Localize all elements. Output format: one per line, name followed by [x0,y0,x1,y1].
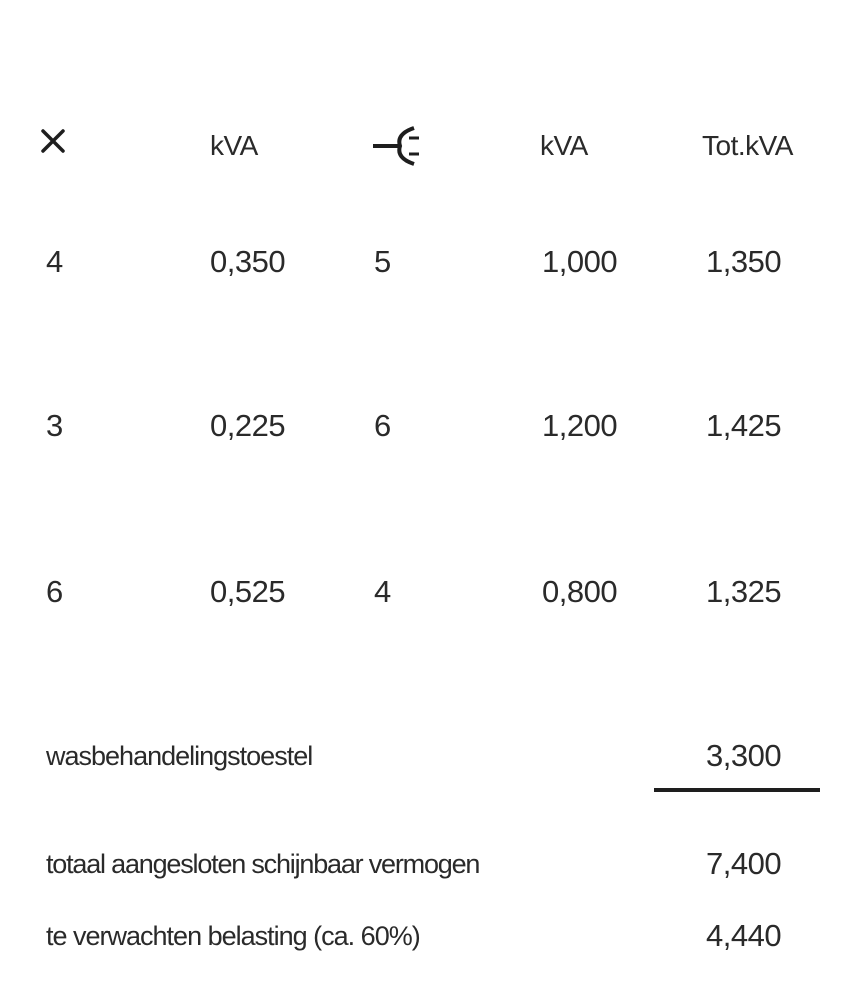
summary-total-label: totaal aangesloten schijnbaar vermogen [46,849,480,879]
socket-outlet-icon [370,124,424,170]
row2-total-kva: 1,425 [706,408,782,443]
row1-sockets-kva: 1,000 [542,244,618,279]
appliance-label: wasbehandelingstoestel [46,741,313,771]
row3-lamps: 6 [46,574,63,609]
row3-lamps-kva: 0,525 [210,574,286,609]
row1-lamps-kva: 0,350 [210,244,286,279]
appliance-value: 3,300 [706,738,782,773]
row1-total-kva: 1,350 [706,244,782,279]
row3-sockets-kva: 0,800 [542,574,618,609]
row2-lamps: 3 [46,408,63,443]
row1-lamps: 4 [46,244,63,279]
row3-sockets: 4 [374,574,391,609]
row2-lamps-kva: 0,225 [210,408,286,443]
summary-total-value: 7,400 [706,846,782,881]
header-kva-lamps: kVA [210,130,258,161]
row2-sockets: 6 [374,408,391,443]
row3-total-kva: 1,325 [706,574,782,609]
lamp-cross-icon [40,128,66,154]
row2-sockets-kva: 1,200 [542,408,618,443]
row1-sockets: 5 [374,244,391,279]
sum-divider [654,788,820,792]
summary-load-label: te verwachten belasting (ca. 60%) [46,921,420,951]
summary-load-value: 4,440 [706,918,782,953]
header-total-kva: Tot.kVA [702,130,793,161]
header-kva-sockets: kVA [540,130,588,161]
